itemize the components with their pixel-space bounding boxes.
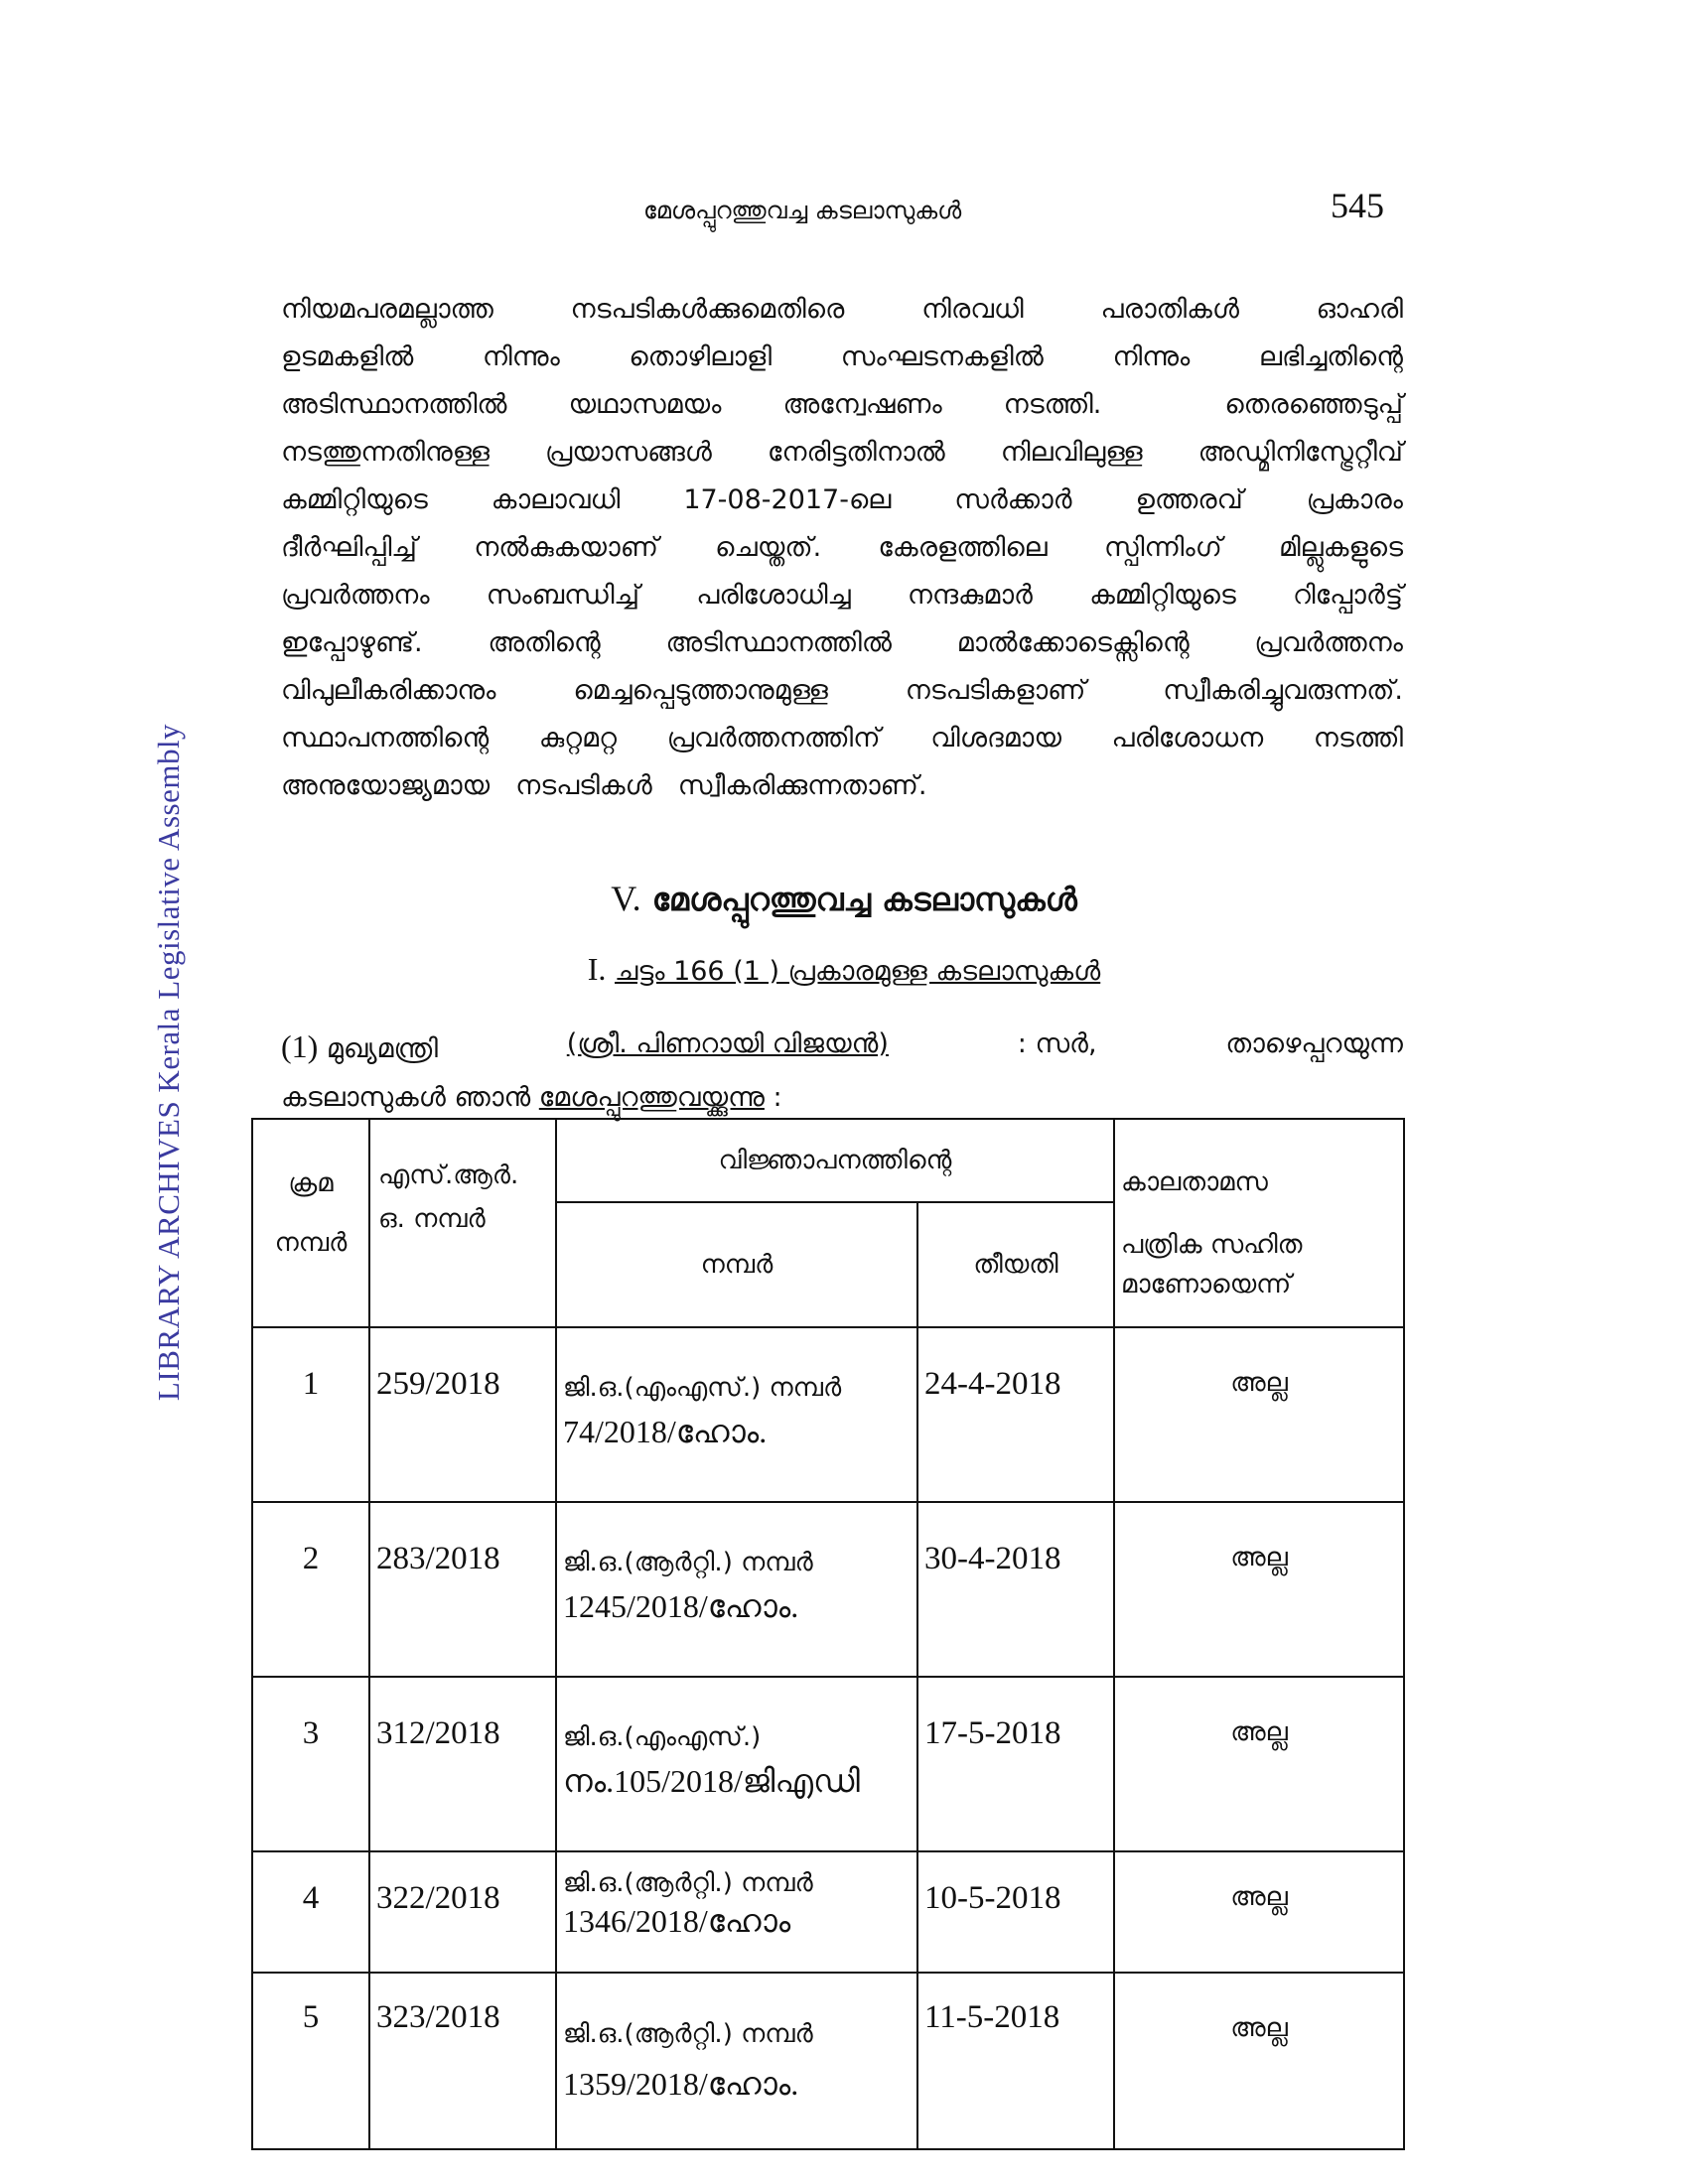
header-serial bbox=[252, 1119, 369, 1327]
paragraph-word: പരിശോധിച്ച bbox=[696, 580, 851, 611]
cell-go-number bbox=[556, 1851, 917, 1973]
paragraph-word: ചെയ്തത്. bbox=[715, 532, 822, 563]
cell-date: 10-5-2018 bbox=[917, 1851, 1114, 1973]
speaker-text-b: മേശപ്പുറത്തുവയ്ക്കുന്നു bbox=[538, 1082, 765, 1113]
subsection-title: ചട്ടം 166 (1 ) പ്രകാരമുള്ള കടലാസുകൾ bbox=[615, 956, 1101, 987]
paragraph-word: സംഘടനകളിൽ bbox=[840, 341, 1044, 372]
speaker-role: മുഖ്യമന്ത്രി bbox=[326, 1033, 438, 1064]
cell-delay-status: അല്ല bbox=[1114, 1502, 1404, 1677]
paragraph-word: അഡ്മിനിസ്ട്രേറ്റീവ് bbox=[1197, 437, 1403, 468]
cell-sro-number: 259/2018 bbox=[369, 1327, 556, 1502]
paragraph-word: റിപ്പോർട്ട് bbox=[1292, 580, 1403, 611]
subsection-roman: I. bbox=[587, 951, 607, 987]
header-delay-line2: പത്രിക സഹിത bbox=[1121, 1230, 1303, 1260]
cell-serial: 2 bbox=[252, 1502, 369, 1677]
paragraph-word: കമ്മിറ്റിയുടെ bbox=[1089, 580, 1236, 611]
cell-date: 24-4-2018 bbox=[917, 1327, 1114, 1502]
cell-serial: 1 bbox=[252, 1327, 369, 1502]
paragraph-word: അനുയോജ്യമായ bbox=[281, 770, 491, 801]
paragraph-word: വിപുലീകരിക്കാനും bbox=[281, 675, 496, 706]
speaker-salutation: : സർ, bbox=[1017, 1028, 1097, 1059]
cell-delay-status: അല്ല bbox=[1114, 1973, 1404, 2149]
header-serial-line1: ക്രമ bbox=[288, 1168, 334, 1198]
cell-go-line1: ജി.ഒ.(എംഎസ്.) bbox=[563, 1722, 762, 1752]
paragraph-word: അടിസ്ഥാനത്തിൽ bbox=[281, 389, 507, 420]
cell-go-line1: ജി.ഒ.(ആർറ്റി.) നമ്പർ bbox=[563, 2019, 813, 2049]
paragraph-word: തൊഴിലാളി bbox=[629, 341, 773, 372]
cell-go-line1: ജി.ഒ.(ആർറ്റി.) നമ്പർ bbox=[563, 1548, 813, 1577]
paragraph-word: നിന്നും bbox=[482, 341, 560, 372]
cell-go-number bbox=[556, 1327, 917, 1502]
header-notification: വിജ്ഞാപനത്തിന്റെ bbox=[556, 1119, 1114, 1202]
subsection-heading bbox=[0, 951, 1688, 988]
header-number: നമ്പർ bbox=[556, 1202, 917, 1327]
header-sro-line2: ഒ. നമ്പർ bbox=[378, 1204, 486, 1234]
paragraph-word: മില്ലുകളുടെ bbox=[1278, 532, 1403, 563]
paragraph-word: സ്വീകരിക്കുന്നതാണ്. bbox=[677, 770, 927, 801]
paragraph-word: പ്രവർത്തനം bbox=[281, 580, 430, 611]
cell-sro-number: 323/2018 bbox=[369, 1973, 556, 2149]
item-number: (1) bbox=[281, 1028, 319, 1064]
paragraph-word: സ്പിന്നിംഗ് bbox=[1104, 532, 1222, 563]
paragraph-word: ദീർഘിപ്പിച്ച് bbox=[281, 532, 417, 563]
page-number: 545 bbox=[1331, 186, 1384, 225]
cell-go-number bbox=[556, 1677, 917, 1851]
header-sro bbox=[369, 1119, 556, 1327]
header-sro-line1: എസ്.ആർ. bbox=[378, 1160, 519, 1190]
paragraph-word: നടപടികളാണ് bbox=[905, 675, 1086, 706]
paragraph-word: നടത്തി. bbox=[1003, 389, 1102, 420]
paragraph-word: ഉടമകളിൽ bbox=[281, 341, 414, 372]
header-delay-line3: മാണോയെന്ന് bbox=[1121, 1270, 1292, 1299]
paragraph-word: നടത്തി bbox=[1313, 723, 1403, 753]
paragraph-line bbox=[281, 619, 1403, 667]
speaker-text-a: കടലാസുകൾ ഞാൻ bbox=[281, 1082, 539, 1113]
section-title: മേശപ്പുറത്തുവച്ച കടലാസുകൾ bbox=[651, 881, 1077, 918]
paragraph-word: സ്വീകരിച്ചുവരുന്നത്. bbox=[1163, 675, 1403, 706]
paragraph-line bbox=[281, 762, 1403, 810]
paragraph-line bbox=[281, 286, 1403, 334]
paragraph-word: ലഭിച്ചതിന്റെ bbox=[1258, 341, 1403, 372]
cell-sro-number: 312/2018 bbox=[369, 1677, 556, 1851]
paragraph-word: കാലാവധി bbox=[491, 484, 621, 515]
paragraph-word: യഥാസമയം bbox=[568, 389, 722, 420]
paragraph-line bbox=[281, 667, 1403, 715]
cell-go-line1: ജി.ഒ.(എംഎസ്.) നമ്പർ bbox=[563, 1373, 842, 1403]
paragraph-word: സ്ഥാപനത്തിന്റെ bbox=[281, 723, 490, 753]
paragraph-line bbox=[281, 334, 1403, 381]
paragraph-word: പ്രയാസങ്ങൾ bbox=[545, 437, 712, 468]
cell-delay-status: അല്ല bbox=[1114, 1677, 1404, 1851]
paragraph-line bbox=[281, 429, 1403, 477]
paragraph-word: നടപടികൾക്കുമെതിരെ bbox=[570, 294, 845, 325]
section-heading bbox=[0, 878, 1688, 919]
table-row bbox=[252, 1851, 1404, 1973]
archive-watermark: LIBRARY ARCHIVES Kerala Legislative Assembly bbox=[151, 723, 186, 1402]
table-row bbox=[252, 1677, 1404, 1851]
cell-go-line2: നം.105/2018/ജിഎഡി bbox=[563, 1763, 860, 1799]
speaker-line bbox=[281, 1028, 1403, 1065]
paragraph-word: കേരളത്തിലെ bbox=[878, 532, 1048, 563]
table-row bbox=[252, 1327, 1404, 1502]
paragraph-word: നടപടികൾ bbox=[515, 770, 652, 801]
paragraph-word: നിരവധി bbox=[921, 294, 1024, 325]
paragraph-word: പ്രവർത്തനം bbox=[1254, 627, 1403, 658]
paragraph-word: പ്രകാരം bbox=[1306, 484, 1403, 515]
paragraph-word: അതിന്റെ bbox=[488, 627, 601, 658]
paragraph-word: അടിസ്ഥാനത്തിൽ bbox=[665, 627, 892, 658]
paragraph-word: നിയമപരമല്ലാത്ത bbox=[281, 294, 493, 325]
speaker-name: (ശ്രീ. പിണറായി വിജയൻ) bbox=[566, 1028, 889, 1059]
running-header: മേശപ്പുറത്തുവച്ച കടലാസുകൾ bbox=[643, 197, 962, 224]
speaker-lead: താഴെപ്പറയുന്ന bbox=[1225, 1028, 1403, 1059]
paragraph-word: പരാതികൾ bbox=[1100, 294, 1239, 325]
paragraph-word: തെരഞ്ഞെടുപ്പ് bbox=[1224, 389, 1403, 420]
paragraph-word: 17-08-2017-ലെ bbox=[683, 484, 892, 515]
paragraph-word: പരിശോധന bbox=[1111, 723, 1264, 753]
paragraph-word: കമ്മിറ്റിയുടെ bbox=[281, 484, 428, 515]
cell-go-number bbox=[556, 1502, 917, 1677]
cell-serial: 4 bbox=[252, 1851, 369, 1973]
paragraph-line bbox=[281, 477, 1403, 524]
paragraph-word: നിലവിലുള്ള bbox=[1000, 437, 1143, 468]
paragraph-word: ഉത്തരവ് bbox=[1135, 484, 1243, 515]
paragraph-word: നേരിട്ടതിനാൽ bbox=[767, 437, 945, 468]
paragraph-word: കുറ്റമറ്റ bbox=[538, 723, 618, 753]
table-header-row bbox=[252, 1119, 1404, 1202]
cell-go-line2: 74/2018/ഹോം. bbox=[563, 1414, 768, 1449]
cell-date: 11-5-2018 bbox=[917, 1973, 1114, 2149]
cell-go-line2: 1245/2018/ഹോം. bbox=[563, 1588, 799, 1624]
body-paragraph bbox=[281, 286, 1403, 810]
speaker-intro bbox=[281, 1028, 438, 1065]
paragraph-line bbox=[281, 715, 1403, 762]
paragraph-word: പ്രവർത്തനത്തിന് bbox=[666, 723, 881, 753]
table-row bbox=[252, 1502, 1404, 1677]
speaker-line-continued bbox=[281, 1082, 782, 1114]
paragraph-word: നടത്തുന്നതിനുള്ള bbox=[281, 437, 490, 468]
cell-sro-number: 322/2018 bbox=[369, 1851, 556, 1973]
paragraph-word: സർക്കാർ bbox=[954, 484, 1072, 515]
header-date: തീയതി bbox=[917, 1202, 1114, 1327]
paragraph-word: മാൽക്കോടെക്സിന്റെ bbox=[956, 627, 1190, 658]
paragraph-line bbox=[281, 572, 1403, 619]
cell-date: 30-4-2018 bbox=[917, 1502, 1114, 1677]
paragraph-word: ഇപ്പോഴുണ്ട്. bbox=[281, 627, 423, 658]
cell-delay-status: അല്ല bbox=[1114, 1327, 1404, 1502]
header-delay bbox=[1114, 1119, 1404, 1327]
paragraph-line bbox=[281, 524, 1403, 572]
cell-serial: 5 bbox=[252, 1973, 369, 2149]
speaker-text-c: : bbox=[764, 1082, 782, 1113]
cell-delay-status: അല്ല bbox=[1114, 1851, 1404, 1973]
header-serial-line2: നമ്പർ bbox=[274, 1228, 348, 1258]
documents-table bbox=[251, 1118, 1405, 2150]
cell-go-line2: 1346/2018/ഹോം bbox=[563, 1903, 791, 1939]
section-roman: V. bbox=[611, 879, 641, 918]
paragraph-word: വിശദമായ bbox=[930, 723, 1061, 753]
paragraph-word: നൽകുകയാണ് bbox=[474, 532, 658, 563]
cell-serial: 3 bbox=[252, 1677, 369, 1851]
cell-go-line2: 1359/2018/ഹോം. bbox=[563, 2066, 799, 2102]
paragraph-word: നന്ദകുമാർ bbox=[907, 580, 1033, 611]
header-delay-line1: കാലതാമസ bbox=[1121, 1167, 1268, 1197]
paragraph-word: നിന്നും bbox=[1112, 341, 1191, 372]
cell-go-line1: ജി.ഒ.(ആർറ്റി.) നമ്പർ bbox=[563, 1868, 813, 1898]
table-row bbox=[252, 1973, 1404, 2149]
paragraph-word: മെച്ചപ്പെടുത്താനുമുള്ള bbox=[573, 675, 828, 706]
paragraph-word: സംബന്ധിച്ച് bbox=[486, 580, 640, 611]
cell-sro-number: 283/2018 bbox=[369, 1502, 556, 1677]
paragraph-word: ഓഹരി bbox=[1316, 294, 1403, 325]
paragraph-line bbox=[281, 381, 1403, 429]
cell-go-number bbox=[556, 1973, 917, 2149]
cell-date: 17-5-2018 bbox=[917, 1677, 1114, 1851]
paragraph-word: അന്വേഷണം bbox=[782, 389, 942, 420]
